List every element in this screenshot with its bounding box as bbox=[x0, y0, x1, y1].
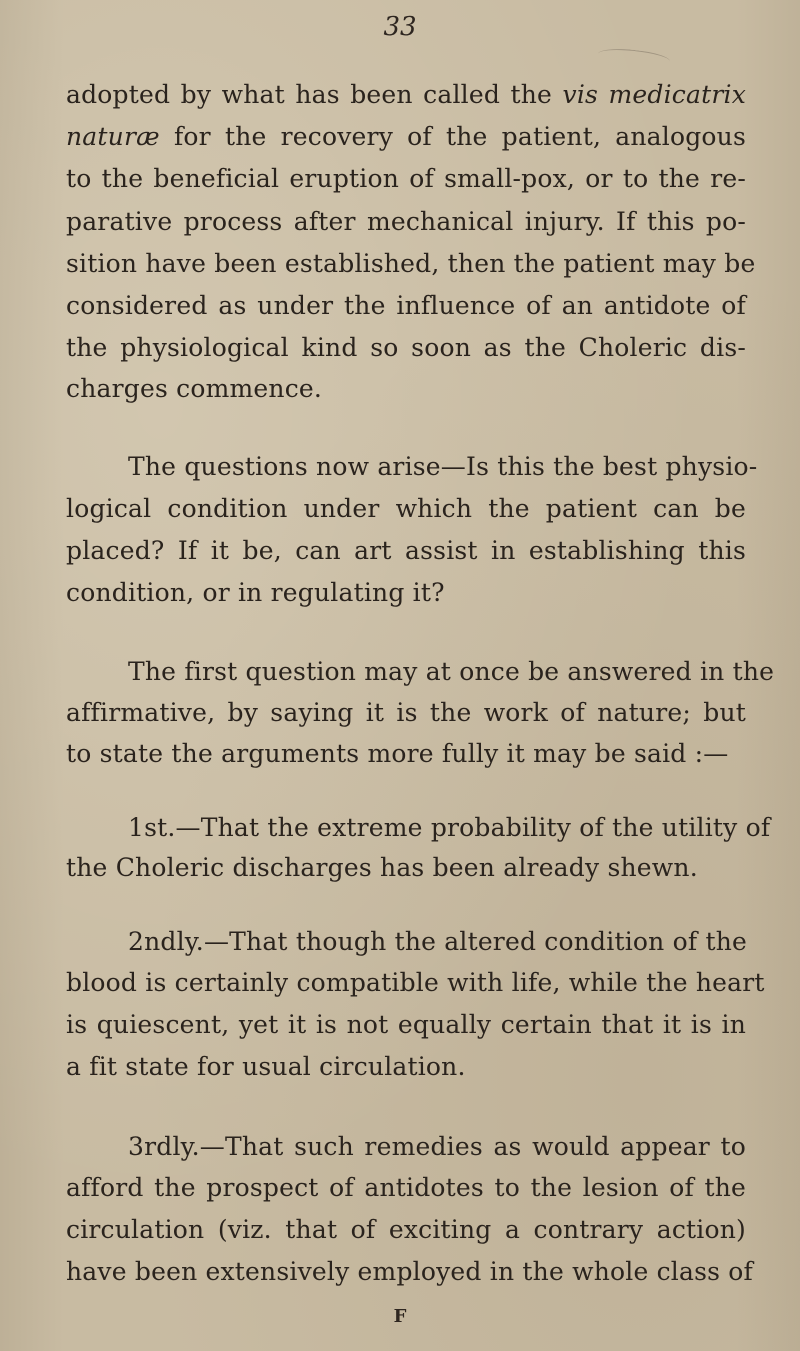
text-line: blood is certainly compatible with life, while the heart bbox=[66, 968, 765, 997]
text-line: is quiescent, yet it is not equally certain that it is in bbox=[66, 1010, 746, 1039]
text-line: the physiological kind so soon as the Choleric dis- bbox=[66, 333, 746, 362]
signature-mark: F bbox=[393, 1306, 407, 1327]
text-line: The questions now arise—Is this the best physio- bbox=[128, 452, 758, 481]
text-line: 3rdly.—That such remedies as would appear to bbox=[128, 1132, 746, 1161]
text-line: 1st.—That the extreme probability of the utility of bbox=[128, 813, 771, 842]
page-number: 33 bbox=[383, 12, 417, 42]
text-line: condition, or in regulating it? bbox=[66, 578, 445, 607]
text-line: naturæ for the recovery of the patient, analogous bbox=[66, 122, 746, 151]
text-line: a fit state for usual circulation. bbox=[66, 1052, 466, 1081]
text-line: 2ndly.—That though the altered condition of the bbox=[128, 927, 747, 956]
text-line: adopted by what has been called the vis medicatrix bbox=[66, 80, 746, 109]
text-line: sition have been established, then the patient may be bbox=[66, 249, 756, 278]
text-line: have been extensively employed in the whole class of bbox=[66, 1257, 754, 1286]
text-line: afford the prospect of antidotes to the lesion of the bbox=[66, 1173, 746, 1202]
text-line: charges commence. bbox=[66, 374, 323, 403]
text-line: placed? If it be, can art assist in establishing this bbox=[66, 536, 746, 565]
paper-mark bbox=[597, 46, 670, 68]
text-line: considered as under the influence of an antidote of bbox=[66, 291, 746, 320]
text-line: to the beneficial eruption of small-pox, or to the re- bbox=[66, 164, 746, 193]
text-line: The first question may at once be answered in the bbox=[128, 657, 775, 686]
text-line: the Choleric discharges has been already shewn. bbox=[66, 853, 698, 882]
text-line: to state the arguments more fully it may be said :— bbox=[66, 739, 729, 768]
text-line: logical condition under which the patient can be bbox=[66, 494, 746, 523]
text-line: affirmative, by saying it is the work of nature; but bbox=[66, 698, 746, 727]
text-line: parative process after mechanical injury. If this po- bbox=[66, 207, 746, 236]
text-line: circulation (viz. that of exciting a contrary action) bbox=[66, 1215, 746, 1244]
